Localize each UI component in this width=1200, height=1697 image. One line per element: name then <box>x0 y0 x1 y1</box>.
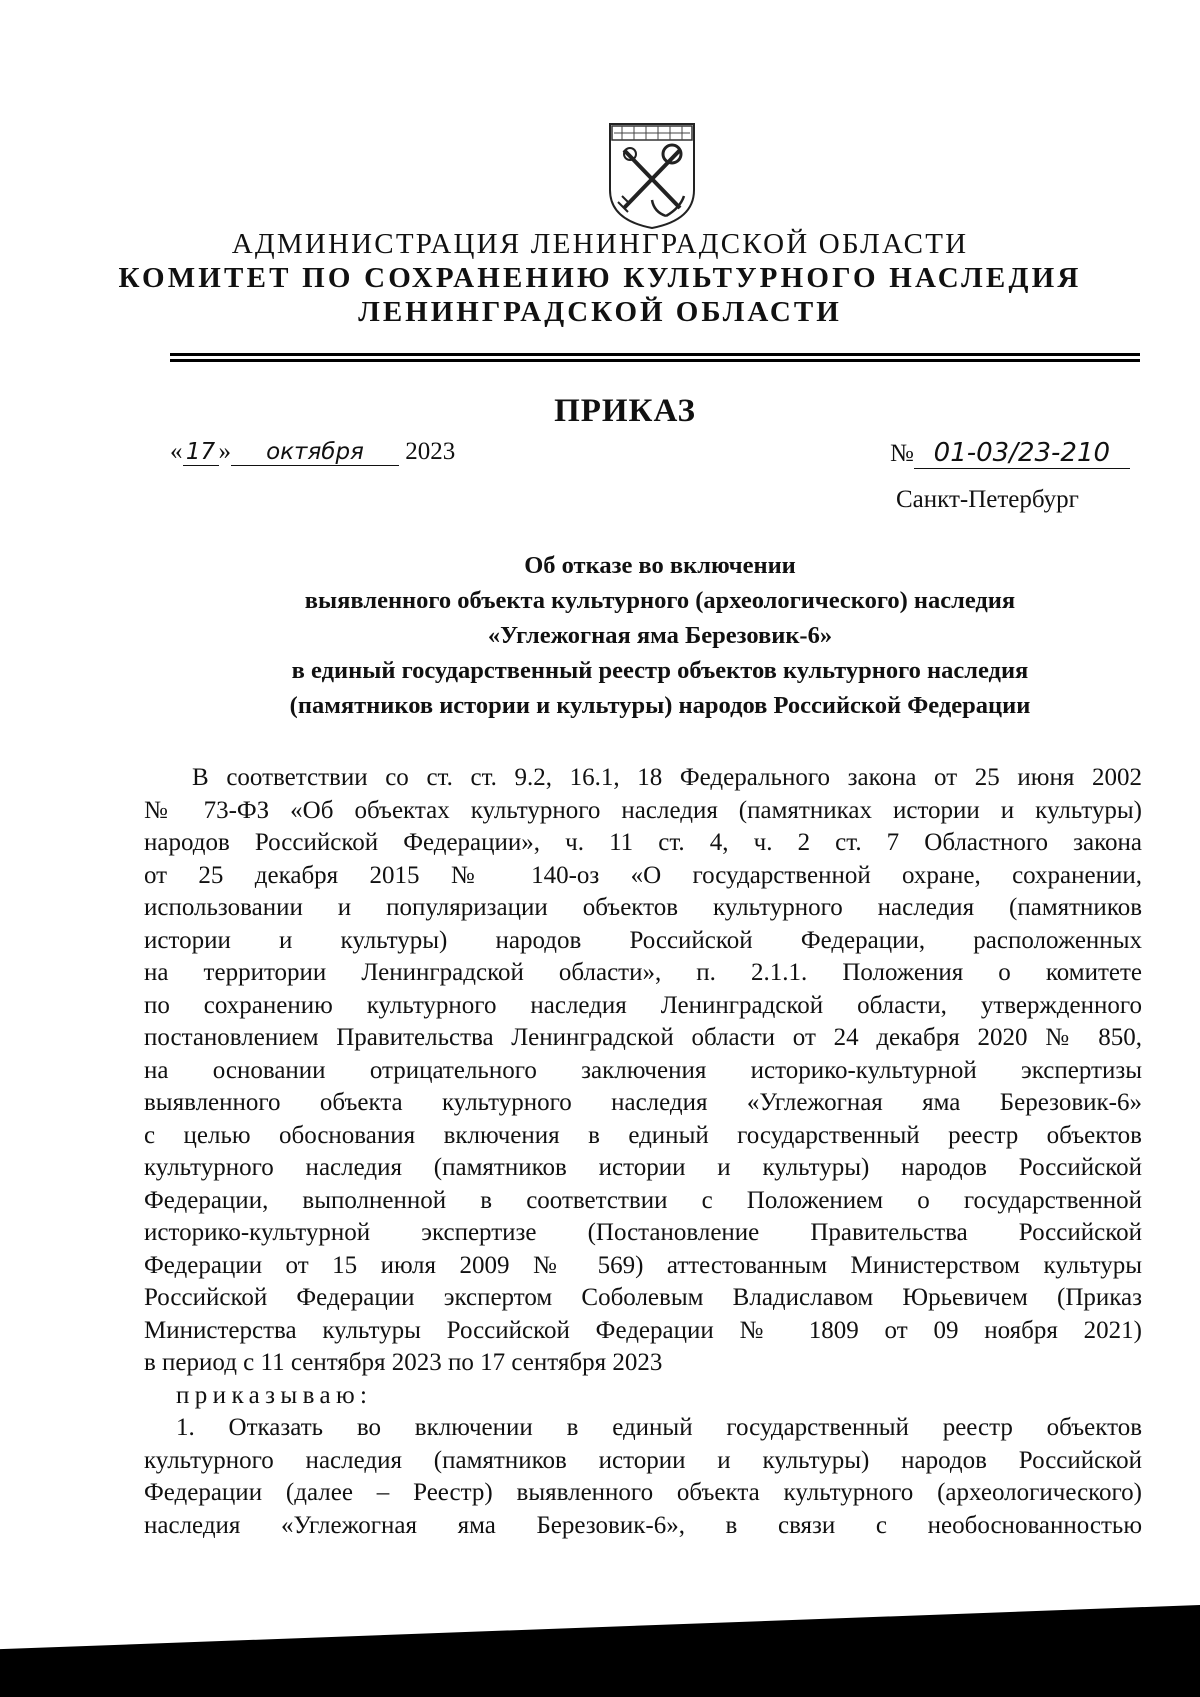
body-line: в период с 11 сентября 2023 по 17 сентября 2023 <box>144 1349 663 1376</box>
title-line: (памятников истории и культуры) народов Российской Федерации <box>289 692 1031 719</box>
scan-edge-shadow <box>0 1605 1200 1697</box>
order-number <box>890 438 1130 469</box>
item-line: наследия «Углежогная яма Березовик-6», в связи с необоснованностью <box>144 1511 1142 1539</box>
date-year: 2023 <box>405 438 456 465</box>
header-divider-thick <box>170 353 1140 356</box>
body-line: Федерации, выполненной в соответствии с Положением о государственной <box>144 1186 1142 1214</box>
body-line: культурного наследия (памятников истории и культуры) народов Российской <box>144 1154 1142 1181</box>
coat-of-arms-icon <box>604 120 700 232</box>
title-line: в единый государственный реестр объектов культурного наследия <box>291 657 1029 684</box>
document-type: ПРИКАЗ <box>554 393 696 429</box>
number-sign: № <box>890 440 914 467</box>
body-line: народов Российской Федерации», ч. 11 ст. 4, ч. 2 ст. 7 Областного закона <box>144 829 1142 856</box>
date-open-quote: « <box>170 438 183 465</box>
item-line: культурного наследия (памятников истории и культуры) народов Российской <box>144 1446 1142 1474</box>
date-month: октября <box>231 439 399 466</box>
item-line: 1. Отказать во включении в единый государственный реестр объектов <box>176 1414 1142 1441</box>
body-line: постановлением Правительства Ленинградской области от 24 декабря 2020 № 850, <box>144 1024 1142 1051</box>
body-line: с целью обоснования включения в единый государственный реестр объектов <box>144 1121 1142 1149</box>
body-line: использовании и популяризации объектов культурного наследия (памятников <box>144 894 1142 921</box>
title-line: Об отказе во включении <box>524 552 796 579</box>
item-line: Федерации (далее – Реестр) выявленного объекта культурного (археологического) <box>144 1479 1142 1506</box>
order-title <box>160 548 1160 723</box>
title-line: выявленного объекта культурного (археологического) наследия <box>304 587 1016 614</box>
body-line: истории и культуры) народов Российской Федерации, расположенных <box>144 926 1142 954</box>
order-date <box>170 438 455 466</box>
title-line: «Углежогная яма Березовик-6» <box>487 622 833 649</box>
administration-name: АДМИНИСТРАЦИЯ ЛЕНИНГРАДСКОЙ ОБЛАСТИ <box>231 228 969 260</box>
body-line: В соответствии со ст. ст. 9.2, 16.1, 18 Федерального закона от 25 июня 2002 <box>192 764 1142 791</box>
body-line: историко-культурной экспертизе (Постановление Правительства Российской <box>144 1219 1142 1246</box>
body-line: на территории Ленинградской области», п. 2.1.1. Положения о комитете <box>144 959 1142 986</box>
number-value: 01-03/23-210 <box>914 438 1130 469</box>
committee-name: КОМИТЕТ ПО СОХРАНЕНИЮ КУЛЬТУРНОГО НАСЛЕДИЯ <box>118 262 1082 294</box>
body-line: Федерации от 15 июля 2009 № 569) аттестованным Министерством культуры <box>144 1251 1142 1279</box>
place-of-issue: Санкт-Петербург <box>896 486 1079 513</box>
body-line: № 73-ФЗ «Об объектах культурного наследия (памятниках истории и культуры) <box>144 796 1142 824</box>
header-divider-thin <box>170 359 1140 362</box>
order-body <box>144 762 1142 1542</box>
body-line: Министерства культуры Российской Федерации № 1809 от 09 ноября 2021) <box>144 1316 1142 1344</box>
body-line: выявленного объекта культурного наследия «Углежогная яма Березовик-6» <box>144 1089 1142 1116</box>
order-word: приказываю: <box>176 1381 373 1409</box>
date-close-quote: » <box>218 438 231 465</box>
date-day: 17 <box>183 439 219 466</box>
body-line: Российской Федерации экспертом Соболевым Владиславом Юрьевичем (Приказ <box>144 1284 1142 1311</box>
committee-region: ЛЕНИНГРАДСКОЙ ОБЛАСТИ <box>358 296 842 328</box>
body-line: по сохранению культурного наследия Ленинградской области, утвержденного <box>144 991 1142 1019</box>
body-line: на основании отрицательного заключения историко-культурной экспертизы <box>144 1056 1142 1084</box>
body-line: от 25 декабря 2015 № 140-оз «О государственной охране, сохранении, <box>144 861 1142 889</box>
